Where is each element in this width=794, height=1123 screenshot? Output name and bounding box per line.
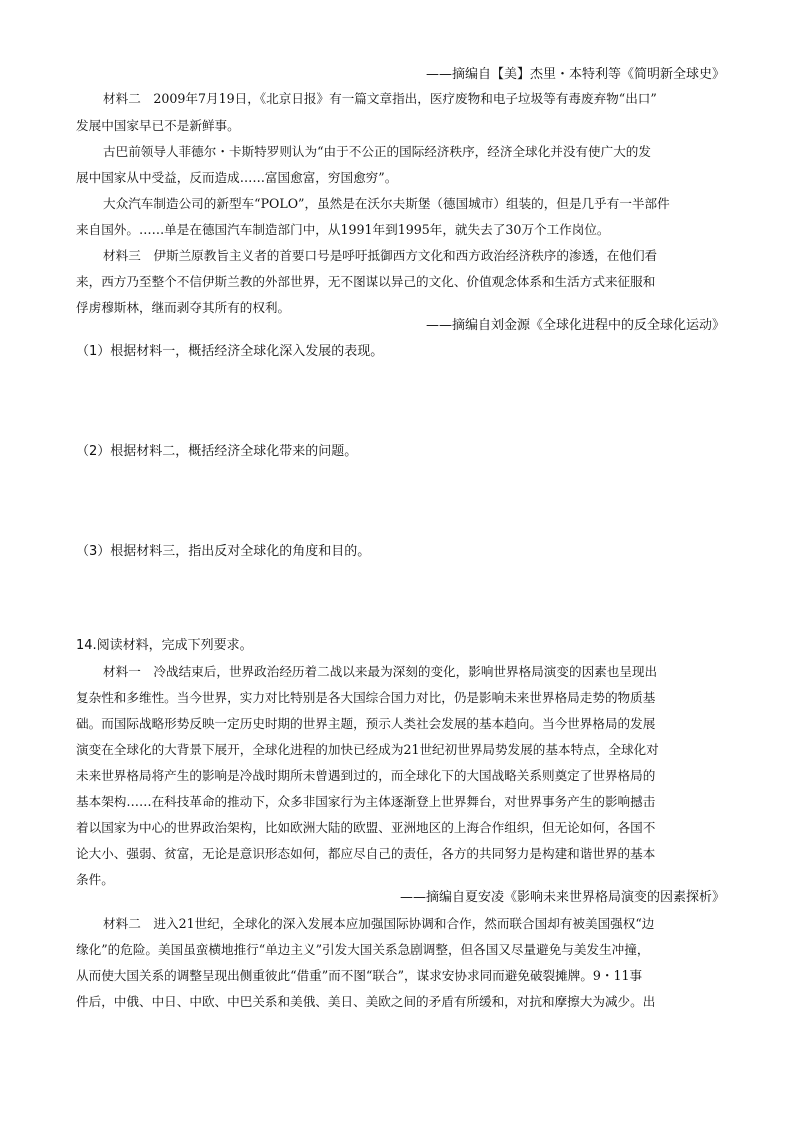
q14-material-1-line-4: 演变在全球化的大背景下展开，全球化进程的加快已经成为21世纪初世界局势发展的基本特点，全球化对 — [76, 742, 659, 757]
material-3-line-2: 来，西方乃至整个不信伊斯兰教的外部世界，无不图谋以异己的文化、价值观念体系和生活方式来征服和 — [76, 274, 656, 289]
q14-material-2-line-4: 件后，中俄、中日、中欧、中巴关系和美俄、美日、美欧之间的矛盾有所缓和，对抗和摩擦大为减少。出 — [76, 994, 656, 1009]
q14-material-2-line-2: 缘化”的危险。美国虽蛮横地推行“单边主义”引发大国关系急剧调整，但各国又尽量避免与美发生冲撞， — [76, 942, 650, 957]
material-2-line-2: 发展中国家早已不是新鲜事。 — [76, 118, 240, 133]
question-1: （1）根据材料一，概括经济全球化深入发展的表现。 — [76, 344, 384, 359]
q14-material-1-line-5: 未来世界格局将产生的影响是冷战时期所未曾遇到过的，而全球化下的大国战略关系则奠定了世界格局的 — [76, 768, 656, 783]
source-attribution-3: ——摘编自夏安凌《影响未来世界格局演变的因素探析》 — [399, 890, 725, 905]
q14-material-2-line-3: 从而使大国关系的调整呈现出侧重彼此“借重”而不图“联合”，谋求安协求同而避免破裂摊牌。9・11事 — [76, 968, 643, 983]
source-attribution-1: ——摘编自【美】杰里・本特利等《简明新全球史》 — [425, 67, 725, 82]
q14-material-1-line-3: 础。而国际战略形势反映一定历史时期的世界主题，预示人类社会发展的基本趋向。当今世界格局的发展 — [76, 716, 656, 731]
material-2-line-6: 来自国外。……单是在德国汽车制造部门中，从1991年到1995年，就失去了30万个工作岗位。 — [76, 222, 610, 237]
material-2-line-5: 大众汽车制造公司的新型车“POLO”，虽然是在沃尔夫斯堡（德国城市）组装的，但是几乎有一半部件 — [103, 196, 670, 211]
material-3-line-3: 俘虏穆斯林，继而剥夺其所有的权利。 — [76, 300, 291, 315]
q14-material-1-line-9: 条件。 — [76, 872, 114, 887]
material-2-line-4: 展中国家从中受益，反而造成……富国愈富，穷国愈穷”。 — [76, 170, 398, 185]
q14-material-1-line-1: 材料一 冷战结束后，世界政治经历着二战以来最为深刻的变化，影响世界格局演变的因素也呈现出 — [103, 664, 658, 679]
material-2-line-3: 古巴前领导人菲德尔・卡斯特罗则认为“由于不公正的国际经济秩序，经济全球化并没有使广大的发 — [103, 144, 651, 159]
material-2-line-1: 材料二 2009年7月19日，《北京日报》有一篇文章指出，医疗废物和电子垃圾等有毒废弃物“出口” — [103, 91, 657, 106]
question-14-heading: 14.阅读材料，完成下列要求。 — [76, 638, 253, 653]
q14-material-1-line-7: 着以国家为中心的世界政治架构，比如欧洲大陆的欧盟、亚洲地区的上海合作组织，但无论如何，各国不 — [76, 820, 656, 835]
question-3: （3）根据材料三，指出反对全球化的角度和目的。 — [76, 544, 371, 559]
material-3-line-1: 材料三 伊斯兰原教旨主义者的首要口号是呼吁抵御西方文化和西方政治经济秩序的渗透，在他们看 — [103, 248, 658, 263]
q14-material-1-line-8: 论大小、强弱、贫富，无论是意识形态如何，都应尽自己的责任，各方的共同努力是构建和谐世界的基本 — [76, 846, 656, 861]
q14-material-1-line-2: 复杂性和多维性。当今世界，实力对比特别是各大国综合国力对比，仍是影响未来世界格局走势的物质基 — [76, 690, 656, 705]
question-2: （2）根据材料二，概括经济全球化带来的问题。 — [76, 444, 358, 459]
q14-material-2-line-1: 材料二 进入21世纪，全球化的深入发展本应加强国际协调和合作，然而联合国却有被美国强权“边 — [103, 916, 655, 931]
source-attribution-2: ——摘编自刘金源《全球化进程中的反全球化运动》 — [425, 318, 725, 333]
q14-material-1-line-6: 基本架构……在科技革命的推动下，众多非国家行为主体逐渐登上世界舞台，对世界事务产生的影响撼击 — [76, 794, 656, 809]
